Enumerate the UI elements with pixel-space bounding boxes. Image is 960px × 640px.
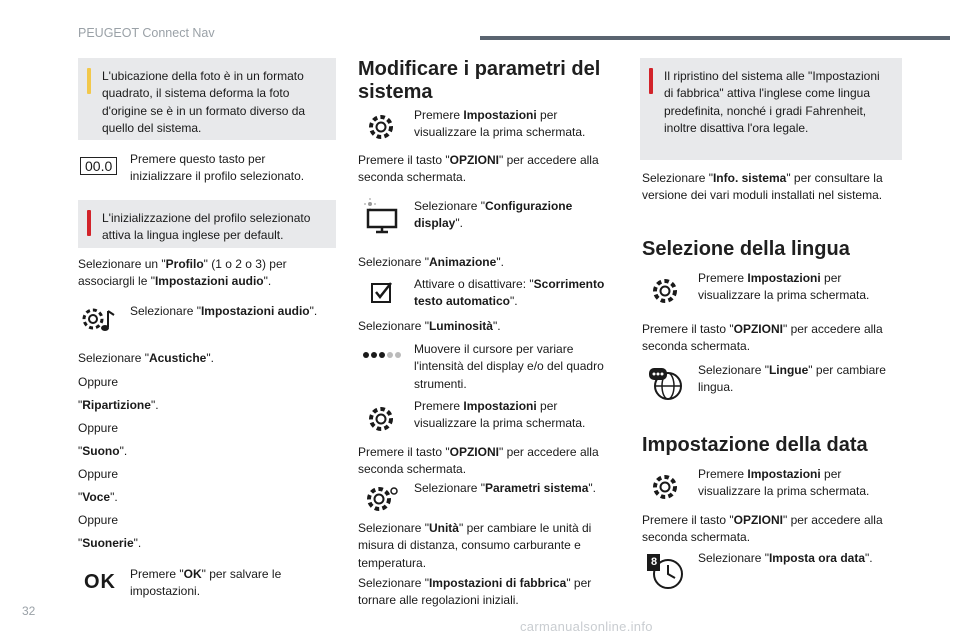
audio-settings-icon [78,303,122,335]
section-heading: Modificare i parametri del sistema [358,58,601,103]
instruction: Premere il tasto "OPZIONI" per accedere alla seconda schermata. [358,153,599,185]
instruction: Selezionare "Imposta ora data". [698,551,873,565]
instruction: Selezionare "Impostazioni di fabbrica" per tornare alle regolazioni iniziali. [358,576,592,608]
instruction: Premere Impostazioni per visualizzare la prima schermata. [414,399,586,431]
settings-gear-icon [366,112,396,142]
oppure-text: Oppure [78,421,119,435]
oppure-text: Oppure [78,467,119,481]
option-text: "Voce". [78,490,118,504]
option-text: "Suono". [78,444,128,458]
alert-mark-icon [87,210,91,236]
alert-note [78,200,336,248]
oppure-text: Oppure [78,513,119,527]
display-brightness-icon [362,196,402,236]
paragraph: Selezionare un "Profilo" (1 o 2 o 3) per associargli le "Impostazioni audio". [78,257,287,289]
option-text: "Suonerie". [78,536,142,550]
step-badge: 8 [651,556,658,568]
checkbox-icon [370,280,394,304]
note-text: L'inizializzazione del profilo selezionato attiva la lingua inglese per default. [102,211,311,243]
note-text: Il ripristino del sistema alle "Impostazioni di fabbrica" attiva l'inglese come lingua predefinita, nonché i gradi Fahrenheit, inoltre disattiva l'ora legale. [664,69,880,136]
oppure-text: Oppure [78,375,119,389]
instruction: Premere Impostazioni per visualizzare la prima schermata. [414,108,586,140]
instruction: Muovere il cursore per variare l'intensità del display e/o del quadro strumenti. [414,342,604,391]
instruction: Selezionare "Parametri sistema". [414,481,596,495]
instruction: Premere Impostazioni per visualizzare la prima schermata. [698,467,870,499]
settings-gear-icon [366,404,396,434]
instruction: Premere Impostazioni per visualizzare la prima schermata. [698,271,870,303]
section-heading: Impostazione della data [642,434,868,456]
language-icon [648,366,684,402]
instruction: Premere "OK" per salvare le impostazioni. [130,567,282,599]
reset-instruction: Premere questo tasto per inizializzare il profilo selezionato. [130,152,305,184]
option-text: "Ripartizione". [78,398,159,412]
note-text: L'ubicazione della foto è in un formato quadrato, il sistema deforma la foto d'origine se è in un formato diverso da quello del sistema. [102,69,306,136]
settings-gear-icon [650,276,680,306]
header-rule [480,36,950,40]
alert-note [640,58,902,160]
instruction: Attivare o disattivare: "Scorrimento testo automatico". [414,277,605,309]
instruction: Selezionare "Info. sistema" per consultare la versione dei vari moduli installati nel sistema. [642,171,883,203]
instruction: Selezionare "Lingue" per cambiare lingua. [698,363,886,395]
slider-icon [362,350,406,360]
running-header: PEUGEOT Connect Nav [78,26,215,40]
page-number: 32 [22,604,36,618]
instruction: Selezionare "Unità" per cambiare le unità di misura di distanza, consumo carburante e temperatura. [358,521,592,570]
instruction: Selezionare "Impostazioni audio". [130,304,318,318]
info-note [78,58,336,140]
instruction: Premere il tasto "OPZIONI" per accedere alla seconda schermata. [642,513,883,545]
instruction: Selezionare "Animazione". [358,255,504,269]
instruction: Selezionare "Acustiche". [78,351,214,365]
instruction: Selezionare "Configurazione display". [414,199,573,231]
system-settings-icon [364,484,400,514]
ok-button-icon: OK [84,571,116,593]
instruction: Selezionare "Luminosità". [358,319,501,333]
instruction: Premere il tasto "OPZIONI" per accedere alla seconda schermata. [358,445,599,477]
reset-button-icon: 00.0 [80,157,117,175]
watermark: carmanualsonline.info [520,619,653,634]
alert-mark-icon [649,68,653,94]
info-mark-icon [87,68,91,94]
section-heading: Selezione della lingua [642,238,850,260]
settings-gear-icon [650,472,680,502]
instruction: Premere il tasto "OPZIONI" per accedere alla seconda schermata. [642,322,883,354]
